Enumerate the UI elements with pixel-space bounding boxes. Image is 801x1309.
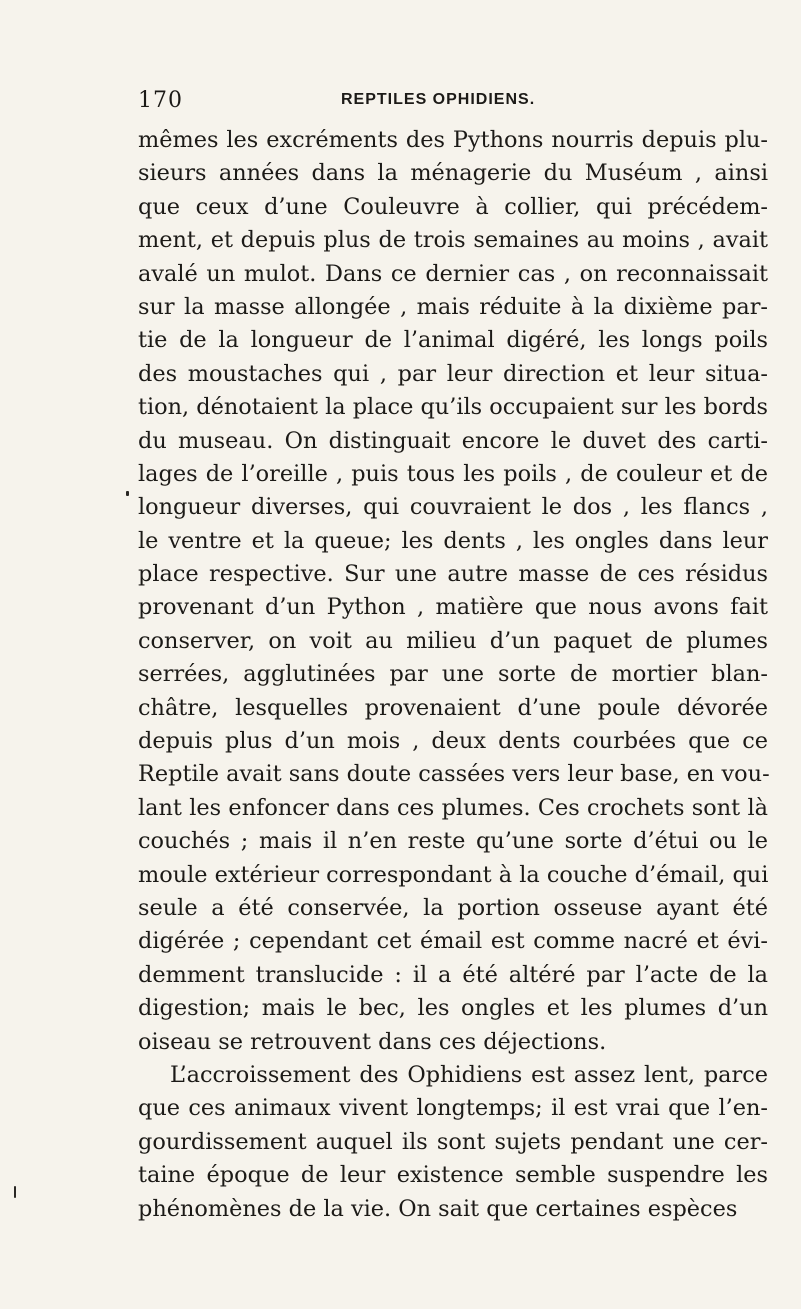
text-line: phénomènes de la vie. On sait que certaines espèces [138,1195,738,1222]
text-line: tie de la longueur de l’animal digéré, les longs poils [138,327,768,354]
text-line: que ceux d’une Couleuvre à collier, qui précédem- [138,193,768,220]
text-line: sieurs années dans la ménagerie du Muséum , ainsi [138,160,768,187]
text-line: provenant d’un Python , matière que nous avons fait [138,594,768,621]
body-text [138,124,768,1226]
page-header [138,88,768,112]
text-line: place respective. Sur une autre masse de ces résidus [138,561,768,588]
text-line: gourdissement auquel ils sont sujets pendant une cer- [138,1128,768,1155]
print-speck [126,491,129,496]
print-speck [14,1186,16,1198]
text-line: L’accroissement des Ophidiens est assez lent, parce [170,1061,768,1088]
text-line: que ces animaux vivent longtemps; il est vrai que l’en- [138,1095,768,1122]
text-line: seule a été conservée, la portion osseuse ayant été [138,894,768,921]
text-line: des moustaches qui , par leur direction et leur situa- [138,360,768,387]
text-line: lant les enfoncer dans ces plumes. Ces crochets sont là [138,794,768,821]
text-line: du museau. On distinguait encore le duvet des carti- [138,427,768,454]
text-line: conserver, on voit au milieu d’un paquet de plumes [138,627,768,654]
page-number: 170 [138,88,183,113]
text-line: châtre, lesquelles provenaient d’une poule dévorée [138,694,768,721]
text-line: lages de l’oreille , puis tous les poils , de couleur et de [138,460,768,487]
text-line: serrées, agglutinées par une sorte de mortier blan- [138,661,768,688]
text-line: mêmes les excréments des Pythons nourris depuis plu- [138,127,768,153]
text-line: depuis plus d’un mois , deux dents courbées que ce [138,728,768,755]
text-line: ment, et depuis plus de trois semaines au moins , avait [138,227,768,254]
text-line: demment translucide : il a été altéré par l’acte de la [138,961,768,988]
text-line: longueur diverses, qui couvraient le dos , les flancs , [138,494,768,521]
text-line: moule extérieur correspondant à la couche d’émail, qui [138,861,769,888]
text-line: digérée ; cependant cet émail est comme nacré et évi- [138,928,768,955]
text-line: taine époque de leur existence semble suspendre les [138,1162,768,1189]
text-line: couchés ; mais il n’en reste qu’une sorte d’étui ou le [138,828,768,855]
text-line: tion, dénotaient la place qu’ils occupaient sur les bords [138,394,768,421]
text-line: avalé un mulot. Dans ce dernier cas , on reconnaissait [138,260,768,287]
text-line: Reptile avait sans doute cassées vers leur base, en vou- [138,761,770,788]
running-title: REPTILES OPHIDIENS. [341,91,536,108]
text-line: oiseau se retrouvent dans ces déjections. [138,1028,607,1055]
text-line: le ventre et la queue; les dents , les ongles dans leur [138,527,768,554]
text-line: sur la masse allongée , mais réduite à la dixième par- [138,293,768,320]
text-line: digestion; mais le bec, les ongles et les plumes d’un [138,995,768,1022]
